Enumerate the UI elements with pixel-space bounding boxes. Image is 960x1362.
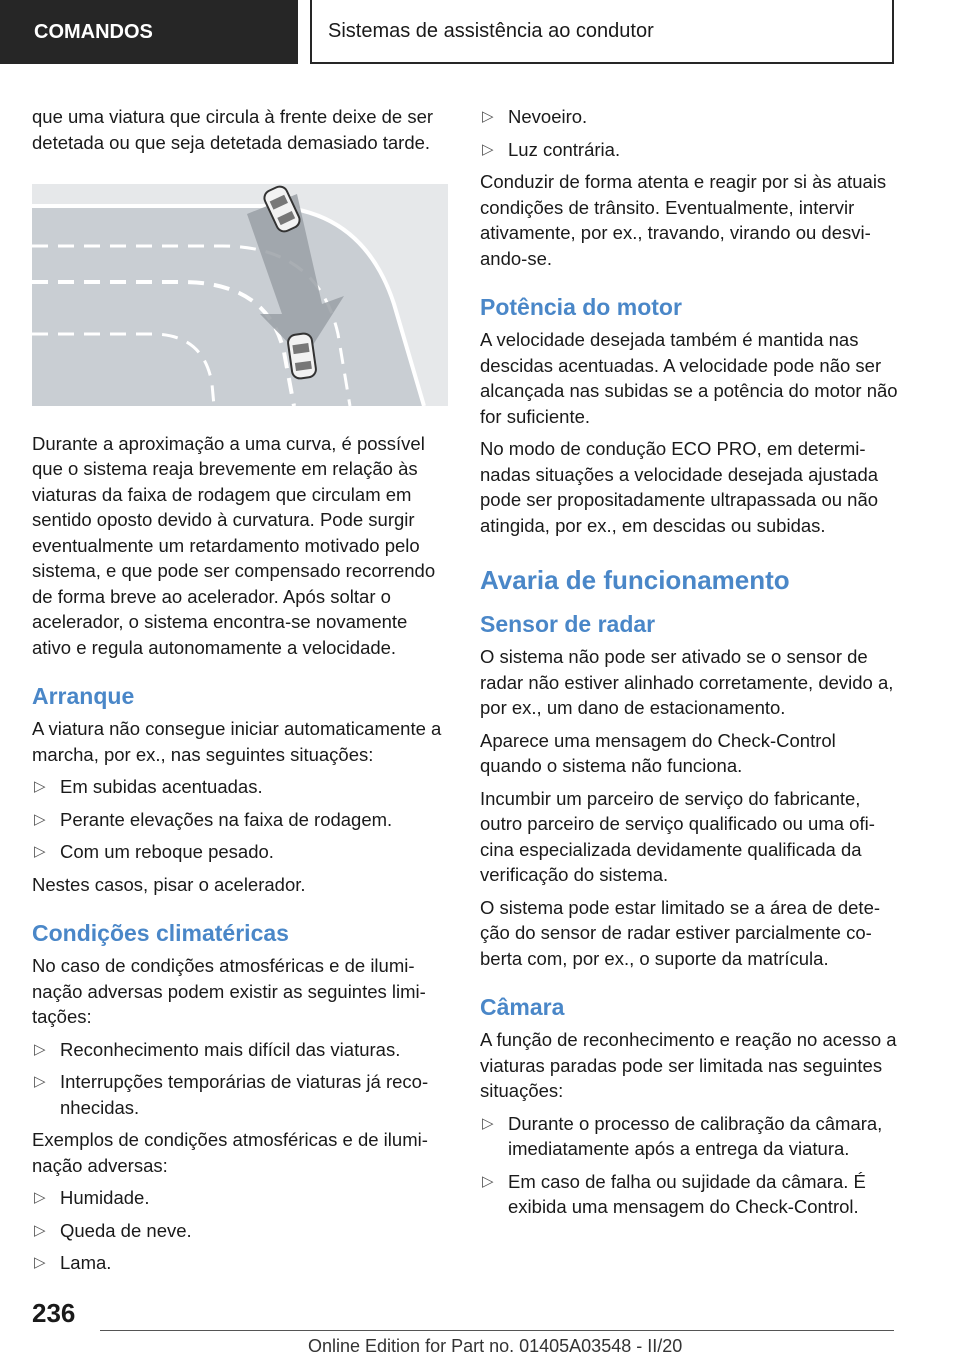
list-arranque (32, 774, 450, 865)
paragraph: Incumbir um parceiro de serviço do fabricante, outro parceiro de serviço qualificado ou uma oficina especializada devidamente qualificada da verificação do sistema. (480, 787, 875, 885)
heading-arranque: Arranque (32, 683, 135, 709)
triangle-bullet-icon: ▷ (482, 1172, 494, 1190)
right-column (480, 104, 898, 1227)
footer-divider (100, 1330, 894, 1331)
list-item: ▷ Em subidas acentuadas. (32, 774, 450, 800)
page-header (0, 0, 960, 66)
section-tab: COMANDOS (0, 0, 298, 64)
list-exemplos (32, 1185, 450, 1276)
list-item: ▷ Durante o processo de calibração da câmara, imediatamente após a entrega da viatura. (482, 1112, 883, 1159)
paragraph: No modo de condução ECO PRO, em determinadas situações a velocidade desejada ajustada pode ser propositadamente ultrapassada ou não atingida, por ex., em descidas ou subidas. (480, 438, 879, 536)
triangle-bullet-icon: ▷ (482, 140, 494, 158)
triangle-bullet-icon: ▷ (34, 1254, 46, 1271)
edition-note: Online Edition for Part no. 01405A03548 - II/20 (308, 1336, 683, 1356)
list-item: ▷ Lama. (32, 1250, 450, 1276)
paragraph: No caso de condições atmosféricas e de iluminação adversas podem existir as seguintes limitações: (32, 955, 426, 1027)
paragraph: Conduzir de forma atenta e reagir por si às atuais condições de trânsito. Eventualmente, intervir ativamente, por ex., travando, virando ou desviando-se. (480, 171, 887, 269)
paragraph: O sistema não pode ser ativado se o sensor de radar não estiver alinhado corretamente, devido a, por ex., um dano de estacionamento. (480, 646, 894, 718)
list-condicoes (32, 1037, 450, 1121)
paragraph: A velocidade desejada também é mantida nas descidas acentuadas. A velocidade pode não ser alcançada nas subidas se a potência do motor não for suficiente. (480, 329, 898, 427)
triangle-bullet-icon: ▷ (34, 1221, 46, 1239)
list-item: ▷ Com um reboque pesado. (32, 839, 450, 865)
triangle-bullet-icon: ▷ (482, 1114, 494, 1132)
list-item: ▷ Em caso de falha ou sujidade da câmara. É exibida uma mensagem do Check-Control. (482, 1170, 866, 1217)
list-camara (480, 1111, 898, 1220)
heading-camara: Câmara (480, 994, 565, 1020)
list-top (480, 104, 898, 162)
paragraph: A viatura não consegue iniciar automaticamente a marcha, por ex., nas seguintes situações: (32, 718, 442, 765)
page-number: 236 (32, 1298, 76, 1328)
triangle-bullet-icon: ▷ (34, 778, 46, 795)
paragraph: que uma viatura que circula à frente deixe de ser detetada ou que seja detetada demasiado tarde. (32, 106, 434, 153)
list-item: ▷ Humidade. (32, 1185, 450, 1211)
heading-potencia: Potência do motor (480, 294, 682, 320)
list-item: ▷ Reconhecimento mais difícil das viaturas. (32, 1037, 450, 1063)
triangle-bullet-icon: ▷ (34, 843, 46, 860)
curve-illustration (32, 184, 448, 406)
triangle-bullet-icon: ▷ (482, 108, 494, 125)
list-item: ▷ Interrupções temporárias de viaturas já reconhecidas. (34, 1071, 429, 1118)
paragraph: Nestes casos, pisar o acelerador. (32, 873, 306, 895)
heading-sensor: Sensor de radar (480, 611, 656, 637)
triangle-bullet-icon: ▷ (34, 1189, 46, 1206)
paragraph: A função de reconhecimento e reação no acesso a viaturas paradas pode ser limitada nas seguintes situações: (480, 1029, 897, 1101)
list-item: ▷ Nevoeiro. (480, 104, 898, 130)
paragraph: O sistema pode estar limitado se a área de deteção do sensor de radar estiver parcialmente coberta com, por ex., o suporte da matrícula. (480, 896, 881, 969)
list-item: ▷ Queda de neve. (32, 1218, 450, 1244)
paragraph: Aparece uma mensagem do Check-Control quando o sistema não funciona. (480, 729, 836, 776)
left-column (32, 104, 450, 1283)
heading-condicoes: Condições climatéricas (32, 920, 289, 946)
triangle-bullet-icon: ▷ (34, 1040, 46, 1058)
triangle-bullet-icon: ▷ (34, 810, 46, 828)
paragraph: Durante a aproximação a uma curva, é possível que o sistema reaja brevemente em relação às viaturas da faixa de rodagem que circulam em sentido oposto devido à curvatura. Pode surgir eventualmente um retardamento motivado pelo sistema, e que pode ser compensado recorrendo de forma breve ao acelerador. Após soltar o acelerador, o sistema encontra-se novamente ativo e regula autonomamente a velocidade. (32, 432, 436, 658)
heading-avaria: Avaria de funcionamento (480, 565, 790, 595)
chapter-tab: Sistemas de assistência ao condutor (310, 0, 894, 64)
list-item: ▷ Perante elevações na faixa de rodagem. (32, 807, 450, 833)
list-item: ▷ Luz contrária. (480, 137, 898, 163)
triangle-bullet-icon: ▷ (34, 1073, 46, 1090)
paragraph: Exemplos de condições atmosféricas e de iluminação adversas: (32, 1129, 428, 1176)
